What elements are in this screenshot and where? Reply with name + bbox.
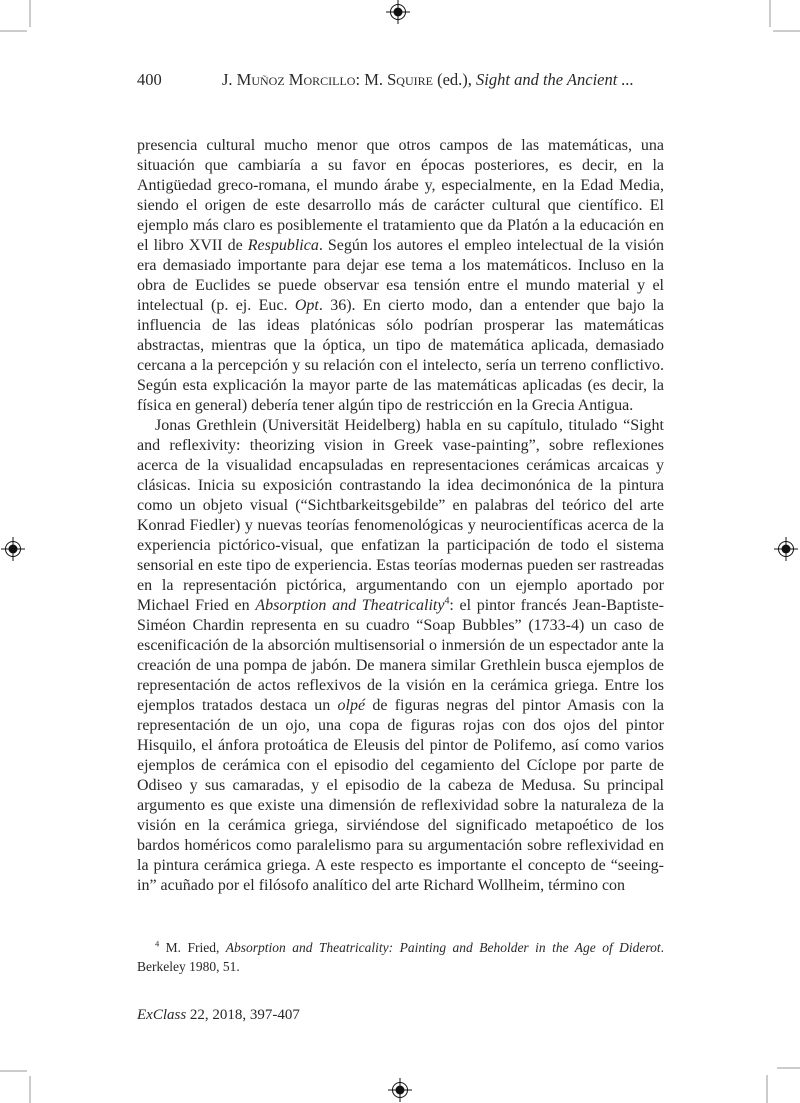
text-run: . Berkeley 1980, 51. (137, 940, 664, 974)
page-header (137, 69, 664, 91)
registration-mark-icon (386, 0, 410, 24)
running-title (222, 69, 664, 91)
text-run: 22, 2018, 397-407 (186, 1007, 300, 1023)
crop-mark-top-right-horizontal (773, 30, 800, 32)
text-run: . Según los autores el empleo intelectual de la visión era demasiado importante para dejar ese tema a los matemáticos. Incluso en la obra de Euclides se puede observar esa tensión entre el mundo material y el intelectual (p. ej. Euc. (137, 237, 664, 314)
journal-footer (137, 1005, 300, 1025)
text-run: Respublica (247, 237, 319, 254)
registration-mark-icon (774, 537, 798, 561)
footnote (137, 938, 664, 976)
text-run: : (355, 70, 365, 89)
text-run: M. Fried, (159, 940, 226, 955)
body-text (137, 136, 664, 896)
text-run: (ed.), (432, 70, 477, 89)
text-run: : el pintor francés Jean-Baptiste-Siméon Chardin representa en su cuadro “Soap Bubbles” (1733-4) un caso de escenificación de la absorción multisensorial o inmersión de un espectador ante la creación de una pompa de jabón. De manera similar Grethlein busca ejemplos de representación de actos reflexivos de la visión en la cerámica griega. Entre los ejemplos tratados destaca un (137, 597, 664, 714)
paragraph (137, 416, 664, 896)
text-run: Absorption and Theatricality (255, 597, 445, 614)
text-run: de figuras negras del pintor Amasis con la representación de un ojo, una copa de figuras rojas con dos ojos del pintor Hisquilo, el ánfora protoática de Eleusis del pintor de Polifemo, así como varios ejemplos de cerámica con el episodio del cegamiento del Cíclope por parte de Odiseo y sus camaradas, y el episodio de la cabeza de Medusa. Su principal argumento es que existe una dimensión de reflexividad sobre la naturaleza de la visión en la cerámica griega, sirviéndose del significado metapoético de los bardos homéricos como paralelismo para su argumentación sobre reflexividad en la pintura cerámica griega. A este respecto es importante el concepto de “seeing-in” acuñado por el filósofo analítico del arte Richard Wollheim, término con (137, 697, 664, 894)
crop-mark-top-left-horizontal (0, 30, 27, 32)
crop-mark-top-left-vertical (29, 0, 31, 27)
page-number: 400 (137, 70, 162, 89)
crop-mark-top-right-vertical (769, 0, 771, 27)
crop-mark-bottom-right-vertical (766, 1075, 768, 1103)
text-run: presencia cultural mucho menor que otros campos de las matemáticas, una situación que cambiaría a su favor en épocas posteriores, es decir, en la Antigüedad greco-romana, el mundo árabe y, especialmente, en la Edad Media, siendo el origen de este desarrollo más de carácter cultural que científico. El ejemplo más claro es posiblemente el tratamiento que da Platón a la educación en el libro XVII de (137, 137, 664, 254)
registration-mark-icon (1, 537, 25, 561)
paragraph (137, 136, 664, 416)
text-run: Absorption and Theatricality: Painting and Beholder in the Age of Diderot (225, 940, 661, 955)
text-run: Jonas Grethlein (Universität Heidelberg) habla en su capítulo, titulado “Sight and reflexivity: theorizing vision in Greek vase-painting”, sobre reflexiones acerca de la visualidad encapsuladas en representaciones cerámicas arcaicas y clásicas. Inicia su exposición contrastando la idea decimonónica de la pintura como un objeto visual (“Sichtbarkeitsgebilde” en palabras del teórico del arte Konrad Fiedler) y nuevas teorías fenomenológicas y neurocientíficas acerca de la experiencia pictórico-visual, que enfatizan la participación de todo el sistema sensorial en este tipo de experiencia. Estas teorías modernas pueden ser rastreadas en la representación pictórica, argumentando con un ejemplo aportado por Michael Fried en (137, 417, 664, 614)
crop-mark-bottom-right-horizontal (777, 1067, 800, 1069)
text-run: Sight and the Ancient ... (476, 70, 634, 89)
text-run: 4 (444, 595, 450, 607)
text-run: J. Muñoz Morcillo (222, 70, 356, 89)
crop-mark-bottom-left-vertical (29, 1076, 31, 1103)
text-run: Opt (294, 297, 319, 314)
registration-mark-icon (388, 1078, 412, 1102)
text-run: ExClass (137, 1007, 187, 1023)
text-run: 4 (155, 939, 160, 949)
text-run: . 36). En cierto modo, dan a entender que bajo la influencia de las ideas platónicas sólo podrían prosperar las matemáticas abstractas, mientras que la óptica, un tipo de matemática aplicada, demasiado cercana a la percepción y su relación con el intelecto, sería un terreno conflictivo. Según esta explicación la mayor parte de las matemáticas aplicadas (es decir, la física en general) debería tener algún tipo de restricción en la Grecia Antigua. (137, 297, 664, 414)
text-run: M. Squire (364, 70, 433, 89)
text-run: olpé (337, 697, 366, 714)
crop-mark-bottom-left-horizontal (0, 1070, 27, 1072)
